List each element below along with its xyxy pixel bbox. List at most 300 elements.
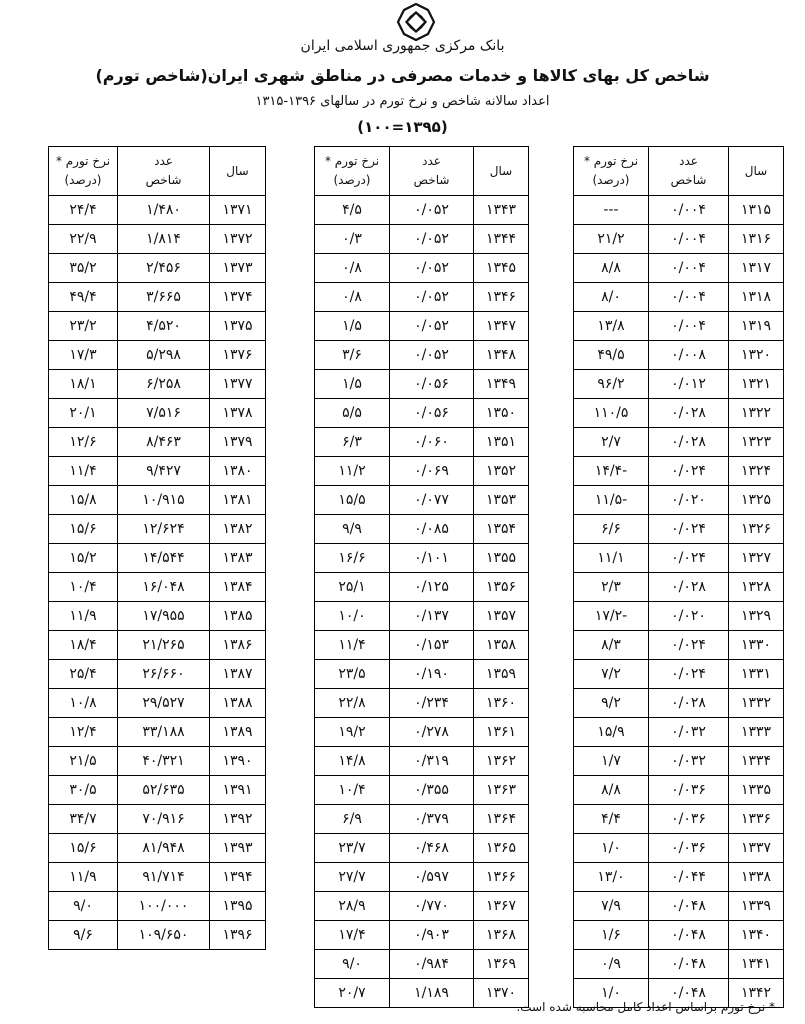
index-cell: ۰/۰۴۸ — [649, 892, 729, 921]
year-cell: ۱۳۲۳ — [729, 428, 784, 457]
index-cell: ۰/۰۵۶ — [390, 370, 474, 399]
inflation-rate-cell: ۱۶/۶ — [315, 544, 390, 573]
inflation-rate-cell: ۱/۵ — [315, 312, 390, 341]
inflation-rate-cell: ۱۰/۸ — [49, 689, 118, 718]
inflation-table-1343-1370 — [314, 146, 529, 1008]
index-cell: ۰/۰۵۲ — [390, 225, 474, 254]
index-cell: ۰/۰۰۴ — [649, 225, 729, 254]
inflation-rate-cell: -۱۴/۴ — [574, 457, 649, 486]
table-row — [315, 457, 529, 486]
index-cell: ۰/۲۳۴ — [390, 689, 474, 718]
year-cell: ۱۳۶۱ — [474, 718, 529, 747]
year-cell: ۱۳۹۲ — [210, 805, 266, 834]
inflation-rate-cell: ۳۰/۵ — [49, 776, 118, 805]
year-cell: ۱۳۳۷ — [729, 834, 784, 863]
year-cell: ۱۳۴۸ — [474, 341, 529, 370]
year-cell: ۱۳۶۶ — [474, 863, 529, 892]
inflation-rate-cell: ۴۹/۴ — [49, 283, 118, 312]
table-row — [574, 718, 784, 747]
inflation-rate-cell: ۱۵/۲ — [49, 544, 118, 573]
year-cell: ۱۳۸۴ — [210, 573, 266, 602]
inflation-rate-cell: ۲/۳ — [574, 573, 649, 602]
inflation-rate-cell: ۹۶/۲ — [574, 370, 649, 399]
year-cell: ۱۳۷۴ — [210, 283, 266, 312]
inflation-rate-cell: ۸/۰ — [574, 283, 649, 312]
table-row — [49, 370, 266, 399]
table-row — [574, 573, 784, 602]
inflation-rate-cell: ۱۱/۹ — [49, 863, 118, 892]
inflation-rate-cell: ۴/۵ — [315, 196, 390, 225]
document-subtitle: اعداد سالانه شاخص و نرخ تورم در سالهای ۱۳۹۶-۱۳۱۵ — [255, 94, 550, 109]
index-cell: ۰/۱۲۵ — [390, 573, 474, 602]
year-cell: ۱۳۵۹ — [474, 660, 529, 689]
inflation-rate-cell: ۱۱/۹ — [49, 602, 118, 631]
index-cell: ۷/۵۱۶ — [118, 399, 210, 428]
table-row — [315, 225, 529, 254]
year-cell: ۱۳۹۵ — [210, 892, 266, 921]
year-cell: ۱۳۱۹ — [729, 312, 784, 341]
inflation-table-1315-1342 — [573, 146, 784, 1008]
index-cell: ۰/۵۹۷ — [390, 863, 474, 892]
index-cell: ۱۴/۵۴۴ — [118, 544, 210, 573]
index-cell: ۰/۰۰۴ — [649, 312, 729, 341]
year-cell: ۱۳۷۰ — [474, 979, 529, 1008]
inflation-rate-cell: ۱۵/۶ — [49, 834, 118, 863]
year-cell: ۱۳۳۳ — [729, 718, 784, 747]
year-cell: ۱۳۷۷ — [210, 370, 266, 399]
index-cell: ۰/۰۲۸ — [649, 428, 729, 457]
year-cell: ۱۳۵۸ — [474, 631, 529, 660]
index-cell: ۰/۰۴۸ — [649, 950, 729, 979]
table-row — [49, 399, 266, 428]
inflation-rate-cell: ۱۱/۱ — [574, 544, 649, 573]
year-cell: ۱۳۸۳ — [210, 544, 266, 573]
index-cell: ۱۲/۶۲۴ — [118, 515, 210, 544]
year-cell: ۱۳۶۷ — [474, 892, 529, 921]
inflation-rate-cell: -۱۷/۲ — [574, 602, 649, 631]
index-cell: ۰/۰۳۶ — [649, 776, 729, 805]
table-row — [574, 428, 784, 457]
table-row — [315, 689, 529, 718]
index-cell: ۲۹/۵۲۷ — [118, 689, 210, 718]
table-row — [574, 283, 784, 312]
index-cell: ۱۰/۹۱۵ — [118, 486, 210, 515]
index-cell: ۰/۰۵۶ — [390, 399, 474, 428]
index-cell: ۰/۴۶۸ — [390, 834, 474, 863]
inflation-rate-cell: ۲۰/۷ — [338, 985, 366, 1001]
table-row — [574, 863, 784, 892]
index-cell: ۰/۰۲۰ — [649, 602, 729, 631]
year-cell: ۱۳۷۸ — [210, 399, 266, 428]
inflation-rate-cell: ۱۱/۴ — [49, 457, 118, 486]
year-cell: ۱۳۴۷ — [474, 312, 529, 341]
inflation-table-1371-1396 — [48, 146, 266, 950]
index-cell: ۰/۰۵۲ — [390, 283, 474, 312]
inflation-rate-cell: ۲۸/۹ — [315, 892, 390, 921]
inflation-rate-cell: ۱۰/۰ — [315, 602, 390, 631]
inflation-rate-cell: ۲۵/۱ — [315, 573, 390, 602]
table-row — [574, 805, 784, 834]
index-cell: ۰/۰۶۰ — [390, 428, 474, 457]
inflation-rate-cell: ۸/۸ — [574, 254, 649, 283]
table-row — [574, 457, 784, 486]
year-cell: ۱۳۶۰ — [474, 689, 529, 718]
year-cell: ۱۳۴۱ — [729, 950, 784, 979]
table-row — [574, 747, 784, 776]
index-cell: ۹/۴۲۷ — [118, 457, 210, 486]
year-cell: ۱۳۶۴ — [474, 805, 529, 834]
index-cell: ۴/۵۲۰ — [118, 312, 210, 341]
index-cell: ۱/۱۸۹ — [390, 979, 474, 1008]
table-row — [574, 312, 784, 341]
year-header: سال — [210, 147, 266, 196]
year-cell: ۱۳۴۶ — [474, 283, 529, 312]
index-cell: ۵/۲۹۸ — [118, 341, 210, 370]
year-cell: ۱۳۶۵ — [474, 834, 529, 863]
table-row — [49, 921, 266, 950]
year-cell: ۱۳۲۵ — [729, 486, 784, 515]
year-cell: ۱۳۹۱ — [210, 776, 266, 805]
table-row — [315, 428, 529, 457]
index-cell: ۰/۰۳۲ — [649, 747, 729, 776]
inflation-rate-cell: ۱۴/۸ — [315, 747, 390, 776]
year-cell: ۱۳۲۹ — [729, 602, 784, 631]
year-cell: ۱۳۳۲ — [729, 689, 784, 718]
year-cell: ۱۳۵۰ — [474, 399, 529, 428]
table-row — [315, 254, 529, 283]
year-cell: ۱۳۳۹ — [729, 892, 784, 921]
inflation-rate-cell: ۶/۶ — [574, 515, 649, 544]
year-cell: ۱۳۵۷ — [474, 602, 529, 631]
table-row — [315, 486, 529, 515]
year-cell: ۱۳۳۶ — [729, 805, 784, 834]
table-row — [574, 486, 784, 515]
index-header: عدد شاخص — [649, 147, 729, 196]
year-cell: ۱۳۴۵ — [474, 254, 529, 283]
year-cell: ۱۳۵۱ — [474, 428, 529, 457]
inflation-rate-cell: ۳۴/۷ — [49, 805, 118, 834]
year-cell: ۱۳۵۵ — [474, 544, 529, 573]
inflation-rate-cell: ۲۱/۲ — [574, 225, 649, 254]
index-cell: ۱/۴۸۰ — [118, 196, 210, 225]
year-cell: ۱۳۳۸ — [729, 863, 784, 892]
index-header: عدد شاخص — [118, 147, 210, 196]
index-cell: ۰/۰۲۴ — [649, 544, 729, 573]
year-cell: ۱۳۲۰ — [729, 341, 784, 370]
inflation-rate-cell: ۲۳/۷ — [315, 834, 390, 863]
table-row — [49, 515, 266, 544]
index-cell: ۲۶/۶۶۰ — [118, 660, 210, 689]
table-row — [574, 689, 784, 718]
index-cell: ۵۲/۶۳۵ — [118, 776, 210, 805]
inflation-rate-cell: ۱/۵ — [315, 370, 390, 399]
index-cell: ۰/۰۲۸ — [649, 689, 729, 718]
table-row — [315, 515, 529, 544]
table-row — [315, 950, 529, 979]
year-cell: ۱۳۲۸ — [729, 573, 784, 602]
table-row — [574, 399, 784, 428]
table-row — [315, 196, 529, 225]
inflation-rate-cell: ۹/۰ — [49, 892, 118, 921]
table-row — [574, 776, 784, 805]
index-cell: ۲/۴۵۶ — [118, 254, 210, 283]
index-cell: ۱۰۰/۰۰۰ — [118, 892, 210, 921]
document-title: شاخص کل بهای کالاها و خدمات مصرفی در مناطق شهری ایران(شاخص تورم) — [95, 66, 710, 85]
table-row — [315, 979, 529, 1008]
index-cell: ۰/۰۵۲ — [390, 196, 474, 225]
year-cell: ۱۳۴۰ — [729, 921, 784, 950]
table-row — [49, 312, 266, 341]
year-cell: ۱۳۷۳ — [210, 254, 266, 283]
index-cell: ۰/۰۰۸ — [649, 341, 729, 370]
index-cell: ۰/۰۵۲ — [390, 312, 474, 341]
table-row — [315, 341, 529, 370]
table-row — [574, 950, 784, 979]
table-row — [574, 631, 784, 660]
index-cell: ۸/۴۶۳ — [118, 428, 210, 457]
year-cell: ۱۳۸۵ — [210, 602, 266, 631]
table-row — [49, 718, 266, 747]
table-row — [49, 457, 266, 486]
table-row — [49, 573, 266, 602]
year-cell: ۱۳۶۲ — [474, 747, 529, 776]
table-row — [49, 428, 266, 457]
year-cell: ۱۳۲۷ — [729, 544, 784, 573]
index-cell: ۱۷/۹۵۵ — [118, 602, 210, 631]
table-row — [315, 602, 529, 631]
index-cell: ۰/۰۵۲ — [390, 254, 474, 283]
year-cell: ۱۳۷۹ — [210, 428, 266, 457]
index-cell: ۰/۰۳۶ — [649, 834, 729, 863]
inflation-rate-cell: ۱۹/۲ — [315, 718, 390, 747]
inflation-rate-cell: ۰/۹ — [574, 950, 649, 979]
table-row — [315, 805, 529, 834]
index-cell: ۰/۰۲۴ — [649, 631, 729, 660]
index-cell: ۰/۰۲۴ — [649, 515, 729, 544]
index-cell: ۳/۶۶۵ — [118, 283, 210, 312]
index-cell: ۰/۳۵۵ — [390, 776, 474, 805]
table-row — [49, 689, 266, 718]
table-row — [315, 544, 529, 573]
inflation-rate-cell: ۱/۰ — [601, 985, 621, 1001]
year-cell: ۱۳۴۹ — [474, 370, 529, 399]
table-row — [574, 602, 784, 631]
table-row — [574, 196, 784, 225]
inflation-rate-cell: ۴۹/۵ — [574, 341, 649, 370]
inflation-rate-cell: ۲۰/۱ — [49, 399, 118, 428]
table-row — [574, 892, 784, 921]
inflation-rate-cell: ۰/۸ — [315, 254, 390, 283]
inflation-rate-cell: ۷/۲ — [574, 660, 649, 689]
index-cell: ۴۰/۳۲۱ — [118, 747, 210, 776]
year-cell: ۱۳۲۴ — [729, 457, 784, 486]
bank-name: بانک مرکزی جمهوری اسلامی ایران — [300, 38, 505, 54]
table-row — [49, 254, 266, 283]
index-cell: ۲۱/۲۶۵ — [118, 631, 210, 660]
inflation-rate-cell: ۴/۴ — [574, 805, 649, 834]
inflation-rate-cell: ۱۱/۲ — [315, 457, 390, 486]
inflation-rate-cell: --- — [574, 196, 649, 225]
index-cell: ۰/۰۱۲ — [649, 370, 729, 399]
inflation-rate-cell: ۱۰/۴ — [315, 776, 390, 805]
table-row — [49, 660, 266, 689]
year-cell: ۱۳۶۸ — [474, 921, 529, 950]
inflation-rate-cell: ۱۵/۹ — [574, 718, 649, 747]
year-header: سال — [729, 147, 784, 196]
inflation-rate-cell: ۲۳/۵ — [315, 660, 390, 689]
year-cell: ۱۳۸۸ — [210, 689, 266, 718]
table-row — [574, 254, 784, 283]
year-cell: ۱۳۷۵ — [210, 312, 266, 341]
index-cell: ۰/۰۲۰ — [649, 486, 729, 515]
index-cell: ۳۳/۱۸۸ — [118, 718, 210, 747]
index-cell: ۶/۲۵۸ — [118, 370, 210, 399]
year-cell: ۱۳۱۸ — [729, 283, 784, 312]
table-row — [574, 515, 784, 544]
index-cell: ۰/۹۸۴ — [390, 950, 474, 979]
inflation-rate-cell: ۱۱۰/۵ — [574, 399, 649, 428]
inflation-rate-cell: ۰/۳ — [315, 225, 390, 254]
year-cell: ۱۳۴۲ — [729, 979, 784, 1008]
index-cell: ۰/۳۱۹ — [390, 747, 474, 776]
inflation-rate-cell: ۹/۰ — [315, 950, 390, 979]
year-cell: ۱۳۳۵ — [729, 776, 784, 805]
index-cell: ۰/۰۸۵ — [390, 515, 474, 544]
year-cell: ۱۳۷۱ — [210, 196, 266, 225]
index-cell: ۷۰/۹۱۶ — [118, 805, 210, 834]
year-cell: ۱۳۹۴ — [210, 863, 266, 892]
index-cell: ۰/۹۰۳ — [390, 921, 474, 950]
inflation-rate-cell: ۳/۶ — [315, 341, 390, 370]
inflation-rate-cell: ۱/۷ — [574, 747, 649, 776]
year-cell: ۱۳۶۳ — [474, 776, 529, 805]
inflation-rate-cell: ۱۷/۳ — [49, 341, 118, 370]
inflation-rate-cell: ۶/۳ — [315, 428, 390, 457]
year-cell: ۱۳۸۶ — [210, 631, 266, 660]
year-cell: ۱۳۲۲ — [729, 399, 784, 428]
table-row — [315, 921, 529, 950]
year-cell: ۱۳۸۹ — [210, 718, 266, 747]
year-cell: ۱۳۵۴ — [474, 515, 529, 544]
table-row — [315, 776, 529, 805]
table-row — [49, 544, 266, 573]
year-cell: ۱۳۲۱ — [729, 370, 784, 399]
table-row — [315, 718, 529, 747]
year-cell: ۱۳۳۱ — [729, 660, 784, 689]
index-cell: ۰/۰۴۸ — [649, 979, 729, 1008]
year-cell: ۱۳۶۹ — [474, 950, 529, 979]
index-cell: ۰/۲۷۸ — [390, 718, 474, 747]
inflation-rate-cell: ۶/۹ — [315, 805, 390, 834]
inflation-rate-cell: ۱۰/۴ — [49, 573, 118, 602]
index-cell: ۰/۰۵۲ — [390, 341, 474, 370]
year-cell: ۱۳۸۰ — [210, 457, 266, 486]
year-cell: ۱۳۳۴ — [729, 747, 784, 776]
inflation-rate-cell: ۱۲/۴ — [49, 718, 118, 747]
central-bank-logo — [393, 2, 439, 42]
table-row — [315, 573, 529, 602]
index-cell: ۱/۸۱۴ — [118, 225, 210, 254]
year-cell: ۱۳۹۶ — [210, 921, 266, 950]
year-cell: ۱۳۵۲ — [474, 457, 529, 486]
index-cell: ۰/۱۳۷ — [390, 602, 474, 631]
year-cell: ۱۳۸۷ — [210, 660, 266, 689]
inflation-rate-cell: ۱۱/۴ — [315, 631, 390, 660]
year-cell: ۱۳۳۰ — [729, 631, 784, 660]
year-cell: ۱۳۱۵ — [729, 196, 784, 225]
inflation-rate-cell: ۰/۸ — [315, 283, 390, 312]
table-row — [49, 863, 266, 892]
table-row — [49, 225, 266, 254]
index-cell: ۰/۰۶۹ — [390, 457, 474, 486]
index-cell: ۰/۷۷۰ — [390, 892, 474, 921]
table-row — [49, 834, 266, 863]
index-cell: ۰/۰۲۴ — [649, 457, 729, 486]
index-cell: ۰/۰۴۸ — [649, 921, 729, 950]
table-row — [315, 631, 529, 660]
index-cell: ۰/۰۳۲ — [649, 718, 729, 747]
inflation-rate-cell: ۱۳/۸ — [574, 312, 649, 341]
year-cell: ۱۳۴۳ — [474, 196, 529, 225]
inflation-rate-cell: ۵/۵ — [315, 399, 390, 428]
inflation-rate-cell: ۱۵/۸ — [49, 486, 118, 515]
year-cell: ۱۳۸۲ — [210, 515, 266, 544]
inflation-rate-cell: ۲۲/۹ — [49, 225, 118, 254]
table-row — [49, 196, 266, 225]
index-cell: ۰/۱۰۱ — [390, 544, 474, 573]
inflation-rate-cell: ۹/۲ — [574, 689, 649, 718]
table-row — [49, 747, 266, 776]
year-header: سال — [474, 147, 529, 196]
inflation-rate-cell: ۳۵/۲ — [49, 254, 118, 283]
table-row — [49, 776, 266, 805]
table-row — [49, 341, 266, 370]
table-row — [49, 631, 266, 660]
table-row — [49, 486, 266, 515]
inflation-rate-header: نرخ تورم * (درصد) — [315, 147, 390, 196]
inflation-rate-cell: ۲/۷ — [574, 428, 649, 457]
inflation-rate-cell: -۱۱/۵ — [574, 486, 649, 515]
table-row — [315, 834, 529, 863]
year-cell: ۱۳۴۴ — [474, 225, 529, 254]
table-row — [49, 892, 266, 921]
table-row — [574, 225, 784, 254]
index-header: عدد شاخص — [390, 147, 474, 196]
table-row — [315, 312, 529, 341]
table-row — [574, 921, 784, 950]
table-row — [574, 660, 784, 689]
year-cell: ۱۳۷۲ — [210, 225, 266, 254]
index-cell: ۰/۳۷۹ — [390, 805, 474, 834]
inflation-rate-cell: ۲۳/۲ — [49, 312, 118, 341]
index-cell: ۱۶/۰۴۸ — [118, 573, 210, 602]
inflation-rate-cell: ۲۲/۸ — [315, 689, 390, 718]
index-cell: ۰/۰۲۸ — [649, 573, 729, 602]
index-cell: ۰/۰۰۴ — [649, 254, 729, 283]
table-row — [315, 660, 529, 689]
inflation-rate-cell: ۸/۳ — [574, 631, 649, 660]
year-cell: ۱۳۷۶ — [210, 341, 266, 370]
year-cell: ۱۳۱۷ — [729, 254, 784, 283]
table-row — [315, 399, 529, 428]
table-row — [315, 892, 529, 921]
index-cell: ۰/۰۴۴ — [649, 863, 729, 892]
inflation-rate-cell: ۱۷/۴ — [315, 921, 390, 950]
inflation-rate-cell: ۱/۶ — [574, 921, 649, 950]
footnote: * نرخ تورم براساس اعداد کامل محاسبه شده است. — [516, 1000, 775, 1014]
index-cell: ۰/۰۷۷ — [390, 486, 474, 515]
inflation-rate-header: نرخ تورم * (درصد) — [49, 147, 118, 196]
